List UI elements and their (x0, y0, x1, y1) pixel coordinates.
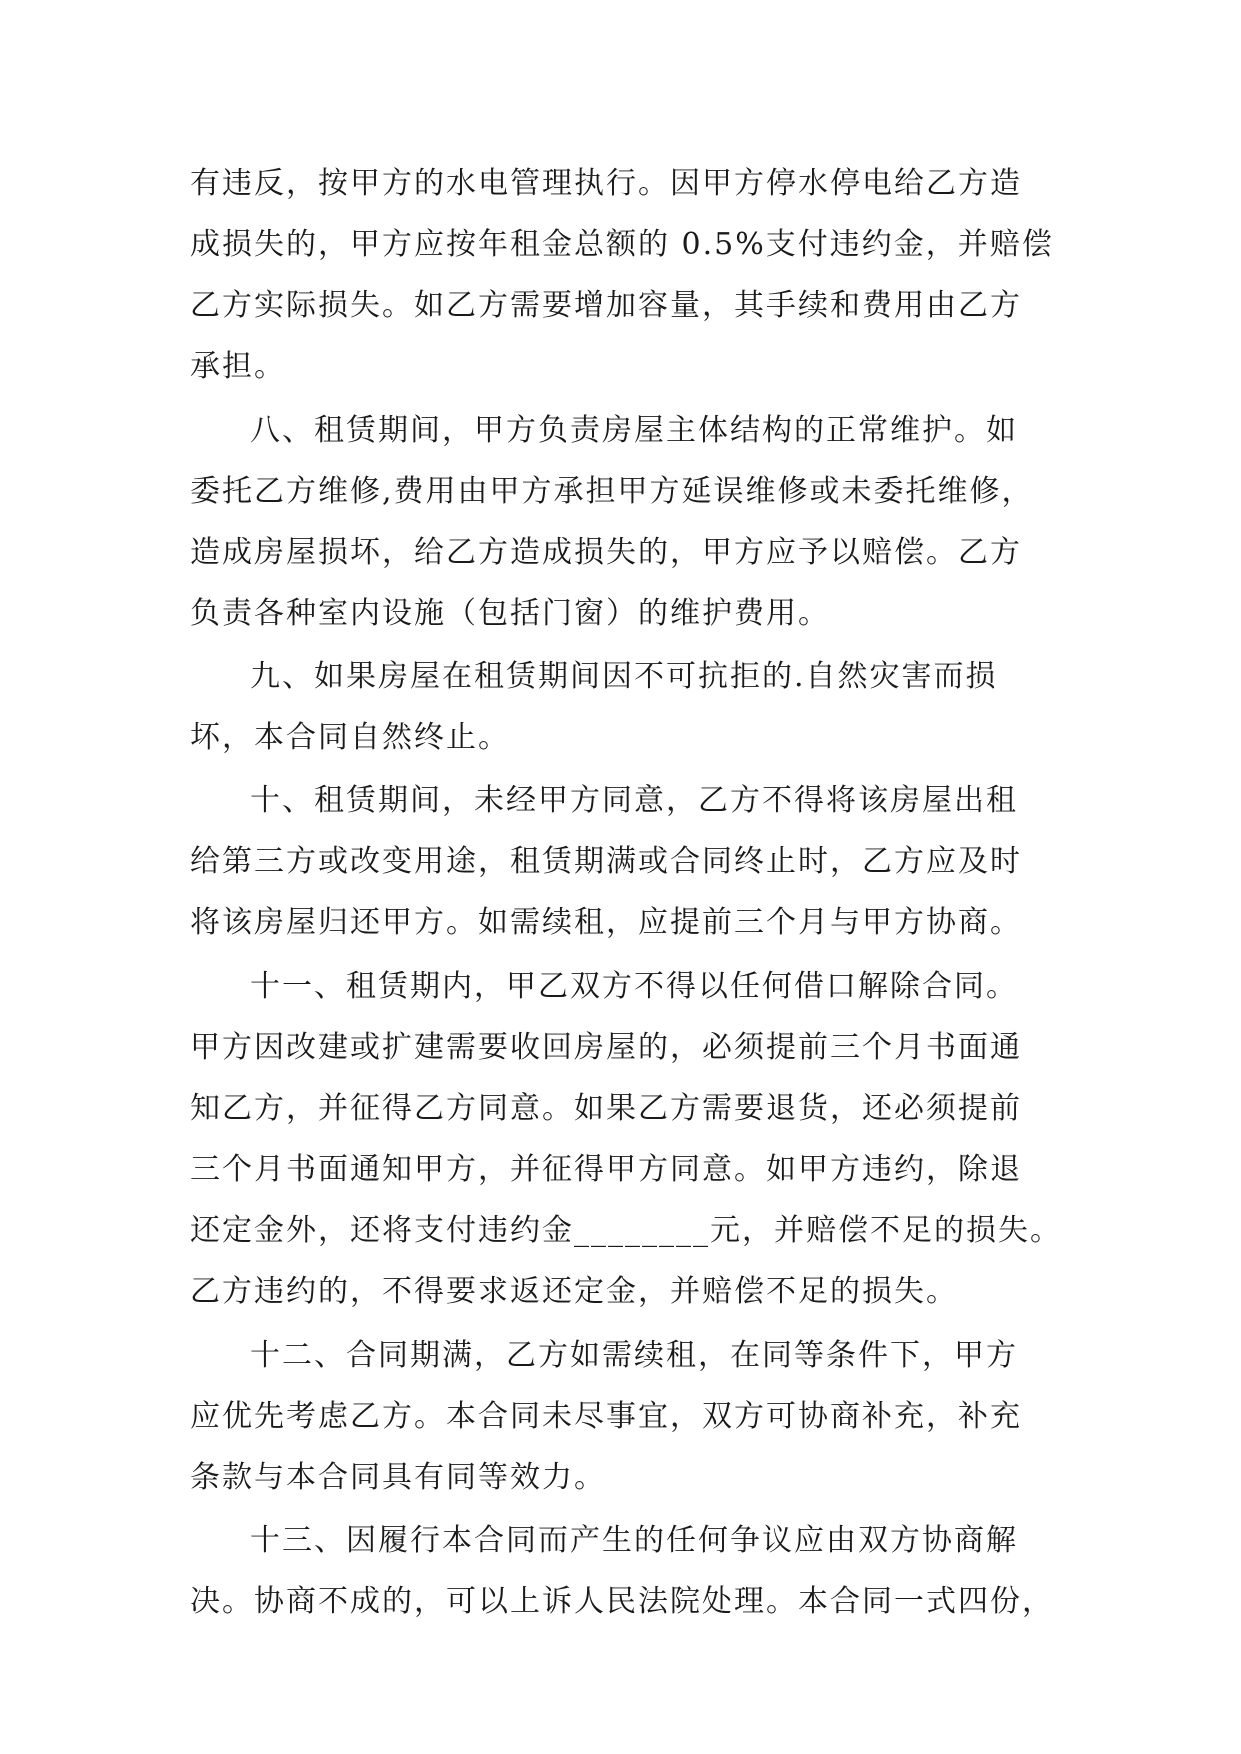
text-line: 有违反，按甲方的水电管理执行。因甲方停水停电给乙方造 (190, 166, 1022, 201)
text-line: 还定金外，还将支付违约金________元，并赔偿不足的损失。 (190, 1213, 1062, 1248)
text-line: 甲方因改建或扩建需要收回房屋的，必须提前三个月书面通 (190, 1030, 1022, 1065)
text-line: 承担。 (190, 349, 286, 384)
text-line: 三个月书面通知甲方，并征得甲方同意。如甲方违约，除退 (190, 1152, 1022, 1187)
text-line: 造成房屋损坏，给乙方造成损失的，甲方应予以赔偿。乙方 (190, 535, 1022, 570)
text-line: 将该房屋归还甲方。如需续租，应提前三个月与甲方协商。 (190, 905, 1022, 940)
paragraph-first-line: 十三、因履行本合同而产生的任何争议应由双方协商解 (250, 1523, 1018, 1558)
paragraph-first-line: 十二、合同期满，乙方如需续租，在同等条件下，甲方 (250, 1338, 1018, 1373)
text-line: 乙方实际损失。如乙方需要增加容量，其手续和费用由乙方 (190, 288, 1022, 323)
text-line: 给第三方或改变用途，租赁期满或合同终止时，乙方应及时 (190, 844, 1022, 879)
paragraph-first-line: 十一、租赁期内，甲乙双方不得以任何借口解除合同。 (250, 969, 1018, 1004)
text-line: 负责各种室内设施（包括门窗）的维护费用。 (190, 596, 830, 631)
text-line: 坏，本合同自然终止。 (190, 720, 510, 755)
paragraph-first-line: 九、如果房屋在租赁期间因不可抗拒的.自然灾害而损 (250, 659, 998, 694)
text-line: 知乙方，并征得乙方同意。如果乙方需要退货，还必须提前 (190, 1091, 1022, 1126)
text-line: 应优先考虑乙方。本合同未尽事宜，双方可协商补充，补充 (190, 1399, 1022, 1434)
text-line: 条款与本合同具有同等效力。 (190, 1460, 606, 1495)
paragraph-first-line: 十、租赁期间，未经甲方同意，乙方不得将该房屋出租 (250, 783, 1018, 818)
paragraph-first-line: 八、租赁期间，甲方负责房屋主体结构的正常维护。如 (250, 413, 1018, 448)
text-line: 成损失的，甲方应按年租金总额的 0.5%支付违约金，并赔偿 (190, 227, 1054, 262)
text-line: 决。协商不成的，可以上诉人民法院处理。本合同一式四份， (190, 1584, 1054, 1619)
text-line: 乙方违约的，不得要求返还定金，并赔偿不足的损失。 (190, 1274, 958, 1309)
text-line: 委托乙方维修,费用由甲方承担甲方延误维修或未委托维修， (190, 474, 1034, 509)
